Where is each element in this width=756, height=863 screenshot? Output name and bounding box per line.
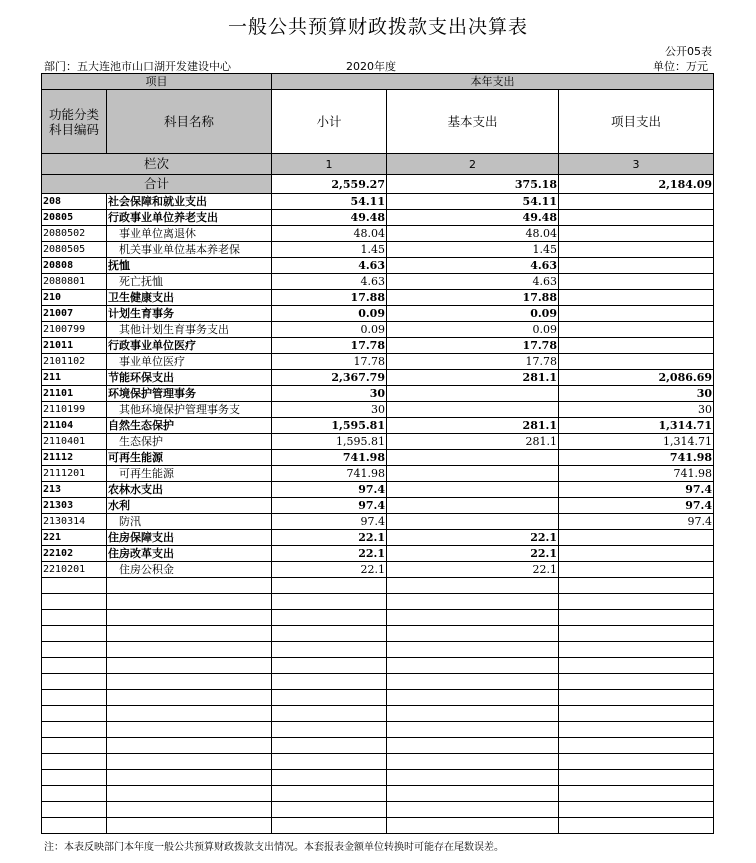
header-basic: 基本支出 [387, 90, 559, 154]
row-project [559, 322, 714, 338]
empty-cell [272, 706, 387, 722]
row-name: 计划生育事务 [107, 306, 272, 322]
department-label: 部门：五大连池市山口湖开发建设中心 [44, 60, 231, 73]
row-project: 97.4 [559, 514, 714, 530]
empty-cell [387, 754, 559, 770]
row-name: 住房保障支出 [107, 530, 272, 546]
row-subtotal: 1,595.81 [272, 434, 387, 450]
row-code: 2210201 [42, 562, 107, 578]
row-project: 2,086.69 [559, 370, 714, 386]
table-row [42, 194, 714, 210]
table-row [42, 546, 714, 562]
empty-cell [559, 610, 714, 626]
column-index-label: 栏次 [42, 154, 272, 175]
row-code: 2110401 [42, 434, 107, 450]
empty-cell [387, 594, 559, 610]
row-code: 2111201 [42, 466, 107, 482]
row-subtotal: 2,367.79 [272, 370, 387, 386]
row-subtotal: 0.09 [272, 306, 387, 322]
row-name: 住房公积金 [107, 562, 272, 578]
table-row [42, 290, 714, 306]
row-basic: 0.09 [387, 306, 559, 322]
row-subtotal: 54.11 [272, 194, 387, 210]
table-row [42, 354, 714, 370]
row-basic [387, 450, 559, 466]
row-subtotal: 30 [272, 386, 387, 402]
row-project [559, 210, 714, 226]
total-basic: 375.18 [387, 175, 559, 194]
row-code: 210 [42, 290, 107, 306]
header-project: 项目支出 [559, 90, 714, 154]
empty-row [42, 818, 714, 834]
empty-row [42, 738, 714, 754]
row-name: 卫生健康支出 [107, 290, 272, 306]
empty-cell [559, 770, 714, 786]
row-code: 213 [42, 482, 107, 498]
row-name: 可再生能源 [107, 466, 272, 482]
row-subtotal: 17.88 [272, 290, 387, 306]
row-project: 741.98 [559, 466, 714, 482]
row-subtotal: 0.09 [272, 322, 387, 338]
empty-cell [387, 818, 559, 834]
header-name: 科目名称 [107, 90, 272, 154]
empty-row [42, 642, 714, 658]
table-row [42, 370, 714, 386]
empty-row [42, 770, 714, 786]
row-subtotal: 17.78 [272, 338, 387, 354]
row-code: 211 [42, 370, 107, 386]
row-code: 2101102 [42, 354, 107, 370]
row-name: 住房改革支出 [107, 546, 272, 562]
expenditure-table [41, 73, 714, 834]
empty-cell [107, 674, 272, 690]
empty-row [42, 706, 714, 722]
row-code: 208 [42, 194, 107, 210]
row-subtotal: 97.4 [272, 498, 387, 514]
empty-cell [107, 642, 272, 658]
total-subtotal: 2,559.27 [272, 175, 387, 194]
row-project [559, 226, 714, 242]
empty-cell [42, 738, 107, 754]
row-basic: 0.09 [387, 322, 559, 338]
row-name: 事业单位离退休 [107, 226, 272, 242]
empty-row [42, 658, 714, 674]
row-basic: 4.63 [387, 274, 559, 290]
row-subtotal: 4.63 [272, 258, 387, 274]
row-basic: 49.48 [387, 210, 559, 226]
table-row [42, 498, 714, 514]
empty-cell [272, 738, 387, 754]
row-basic [387, 386, 559, 402]
row-project [559, 354, 714, 370]
row-subtotal: 22.1 [272, 530, 387, 546]
header-code: 功能分类科目编码 [42, 90, 107, 154]
row-basic [387, 498, 559, 514]
empty-cell [559, 754, 714, 770]
empty-row [42, 626, 714, 642]
row-project: 30 [559, 402, 714, 418]
empty-cell [559, 594, 714, 610]
table-row [42, 466, 714, 482]
row-project: 1,314.71 [559, 434, 714, 450]
row-name: 可再生能源 [107, 450, 272, 466]
row-subtotal: 17.78 [272, 354, 387, 370]
row-project [559, 194, 714, 210]
row-project [559, 562, 714, 578]
empty-cell [387, 706, 559, 722]
row-code: 20805 [42, 210, 107, 226]
empty-cell [272, 626, 387, 642]
row-basic: 17.78 [387, 354, 559, 370]
empty-cell [272, 802, 387, 818]
empty-cell [272, 658, 387, 674]
row-subtotal: 1,595.81 [272, 418, 387, 434]
row-basic [387, 466, 559, 482]
empty-cell [559, 738, 714, 754]
row-code: 2080505 [42, 242, 107, 258]
row-name: 行政事业单位医疗 [107, 338, 272, 354]
empty-cell [42, 642, 107, 658]
empty-cell [559, 642, 714, 658]
empty-cell [559, 786, 714, 802]
table-row [42, 242, 714, 258]
row-project [559, 530, 714, 546]
empty-cell [272, 722, 387, 738]
row-project [559, 338, 714, 354]
row-code: 21101 [42, 386, 107, 402]
row-name: 机关事业单位基本养老保 [107, 242, 272, 258]
column-index-1: 1 [272, 154, 387, 175]
empty-cell [42, 626, 107, 642]
empty-cell [107, 594, 272, 610]
empty-cell [387, 722, 559, 738]
row-subtotal: 48.04 [272, 226, 387, 242]
row-name: 自然生态保护 [107, 418, 272, 434]
row-subtotal: 741.98 [272, 466, 387, 482]
table-row [42, 434, 714, 450]
table-row [42, 450, 714, 466]
row-name: 生态保护 [107, 434, 272, 450]
empty-cell [42, 610, 107, 626]
empty-cell [42, 706, 107, 722]
form-number: 公开05表 [665, 45, 712, 58]
row-basic: 17.78 [387, 338, 559, 354]
row-basic [387, 482, 559, 498]
row-code: 2080801 [42, 274, 107, 290]
header-row-1 [42, 74, 714, 90]
row-basic: 281.1 [387, 370, 559, 386]
table-row [42, 418, 714, 434]
row-name: 其他计划生育事务支出 [107, 322, 272, 338]
empty-cell [387, 578, 559, 594]
row-subtotal: 1.45 [272, 242, 387, 258]
row-basic: 4.63 [387, 258, 559, 274]
empty-cell [272, 770, 387, 786]
row-code: 21011 [42, 338, 107, 354]
empty-cell [559, 690, 714, 706]
row-subtotal: 22.1 [272, 562, 387, 578]
row-name: 防汛 [107, 514, 272, 530]
empty-cell [387, 690, 559, 706]
empty-cell [387, 770, 559, 786]
row-subtotal: 22.1 [272, 546, 387, 562]
row-project [559, 290, 714, 306]
column-index-3: 3 [559, 154, 714, 175]
table-row [42, 530, 714, 546]
table-row [42, 482, 714, 498]
empty-cell [42, 754, 107, 770]
row-subtotal: 4.63 [272, 274, 387, 290]
empty-cell [272, 674, 387, 690]
total-label: 合计 [42, 175, 272, 194]
table-row [42, 274, 714, 290]
row-name: 水利 [107, 498, 272, 514]
row-basic [387, 514, 559, 530]
row-name: 农林水支出 [107, 482, 272, 498]
row-subtotal: 97.4 [272, 482, 387, 498]
row-code: 20808 [42, 258, 107, 274]
empty-cell [42, 818, 107, 834]
empty-cell [559, 674, 714, 690]
empty-cell [387, 802, 559, 818]
empty-row [42, 802, 714, 818]
row-code: 221 [42, 530, 107, 546]
empty-cell [387, 658, 559, 674]
table-row [42, 226, 714, 242]
empty-row [42, 722, 714, 738]
empty-cell [387, 626, 559, 642]
table-row [42, 386, 714, 402]
empty-cell [107, 770, 272, 786]
row-basic: 281.1 [387, 418, 559, 434]
row-project: 30 [559, 386, 714, 402]
empty-cell [387, 642, 559, 658]
empty-cell [559, 626, 714, 642]
empty-cell [42, 722, 107, 738]
empty-cell [107, 754, 272, 770]
row-project [559, 306, 714, 322]
row-name: 节能环保支出 [107, 370, 272, 386]
empty-cell [107, 706, 272, 722]
empty-cell [272, 754, 387, 770]
empty-cell [107, 690, 272, 706]
total-project: 2,184.09 [559, 175, 714, 194]
empty-cell [559, 706, 714, 722]
row-project: 97.4 [559, 498, 714, 514]
empty-cell [387, 786, 559, 802]
empty-cell [107, 786, 272, 802]
column-index-row [42, 154, 714, 175]
row-name: 抚恤 [107, 258, 272, 274]
row-project: 1,314.71 [559, 418, 714, 434]
empty-cell [107, 610, 272, 626]
row-name: 行政事业单位养老支出 [107, 210, 272, 226]
empty-row [42, 578, 714, 594]
unit-label: 单位：万元 [653, 60, 708, 73]
empty-cell [272, 610, 387, 626]
row-project [559, 274, 714, 290]
empty-cell [107, 738, 272, 754]
empty-cell [387, 610, 559, 626]
table-row [42, 562, 714, 578]
row-basic: 22.1 [387, 562, 559, 578]
table-row [42, 322, 714, 338]
table-row [42, 210, 714, 226]
empty-cell [387, 674, 559, 690]
footnote: 注：本表反映部门本年度一般公共预算财政拨款支出情况。本套报表金额单位转换时可能存在尾数误差。 [44, 842, 504, 853]
empty-row [42, 594, 714, 610]
table-row [42, 258, 714, 274]
row-project [559, 258, 714, 274]
row-basic: 22.1 [387, 530, 559, 546]
row-code: 21104 [42, 418, 107, 434]
empty-cell [42, 690, 107, 706]
empty-cell [107, 802, 272, 818]
empty-cell [272, 818, 387, 834]
table-row [42, 514, 714, 530]
empty-cell [107, 626, 272, 642]
empty-row [42, 754, 714, 770]
page-title: 一般公共预算财政拨款支出决算表 [227, 16, 528, 38]
row-basic [387, 402, 559, 418]
empty-cell [42, 674, 107, 690]
row-code: 2110199 [42, 402, 107, 418]
table-row [42, 402, 714, 418]
row-code: 22102 [42, 546, 107, 562]
empty-cell [42, 578, 107, 594]
header-item: 项目 [42, 74, 272, 90]
row-basic: 1.45 [387, 242, 559, 258]
empty-row [42, 610, 714, 626]
header-current-year: 本年支出 [272, 74, 714, 90]
empty-row [42, 674, 714, 690]
empty-cell [107, 578, 272, 594]
row-code: 2080502 [42, 226, 107, 242]
row-subtotal: 741.98 [272, 450, 387, 466]
row-name: 社会保障和就业支出 [107, 194, 272, 210]
row-code: 21112 [42, 450, 107, 466]
row-code: 21303 [42, 498, 107, 514]
fiscal-year: 2020年度 [346, 60, 396, 73]
empty-cell [559, 658, 714, 674]
row-code: 21007 [42, 306, 107, 322]
row-subtotal: 97.4 [272, 514, 387, 530]
header-subtotal: 小计 [272, 90, 387, 154]
row-name: 事业单位医疗 [107, 354, 272, 370]
row-code: 2100799 [42, 322, 107, 338]
empty-cell [272, 786, 387, 802]
empty-cell [272, 578, 387, 594]
empty-cell [42, 786, 107, 802]
row-project: 97.4 [559, 482, 714, 498]
empty-cell [559, 818, 714, 834]
row-project [559, 242, 714, 258]
row-name: 死亡抚恤 [107, 274, 272, 290]
row-basic: 281.1 [387, 434, 559, 450]
row-basic: 54.11 [387, 194, 559, 210]
row-project [559, 546, 714, 562]
empty-cell [387, 738, 559, 754]
empty-row [42, 690, 714, 706]
table-row [42, 306, 714, 322]
empty-cell [559, 578, 714, 594]
empty-cell [559, 802, 714, 818]
row-basic: 17.88 [387, 290, 559, 306]
empty-cell [107, 722, 272, 738]
empty-cell [42, 594, 107, 610]
row-project: 741.98 [559, 450, 714, 466]
header-row-2 [42, 90, 714, 154]
empty-cell [272, 690, 387, 706]
empty-cell [42, 802, 107, 818]
column-index-2: 2 [387, 154, 559, 175]
empty-cell [272, 594, 387, 610]
empty-row [42, 786, 714, 802]
empty-cell [107, 818, 272, 834]
row-code: 2130314 [42, 514, 107, 530]
empty-cell [559, 722, 714, 738]
row-basic: 48.04 [387, 226, 559, 242]
total-row [42, 175, 714, 194]
row-name: 其他环境保护管理事务支 [107, 402, 272, 418]
empty-cell [107, 658, 272, 674]
row-name: 环境保护管理事务 [107, 386, 272, 402]
table-row [42, 338, 714, 354]
empty-cell [42, 658, 107, 674]
row-subtotal: 49.48 [272, 210, 387, 226]
empty-cell [272, 642, 387, 658]
row-subtotal: 30 [272, 402, 387, 418]
empty-cell [42, 770, 107, 786]
row-basic: 22.1 [387, 546, 559, 562]
